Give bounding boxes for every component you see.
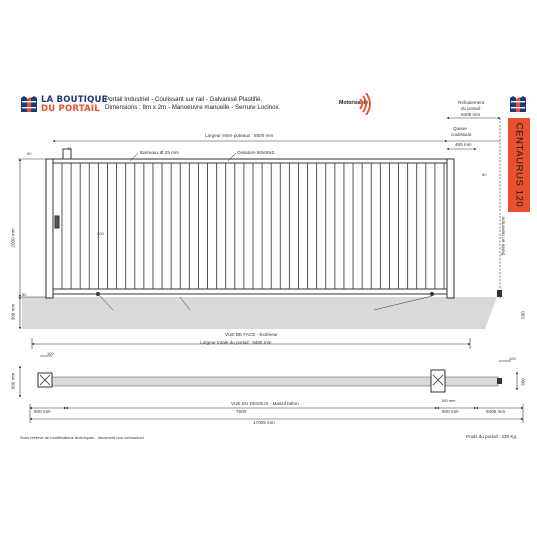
butee-label: Butée en ouverture [500, 216, 506, 256]
ground-band [22, 297, 485, 329]
small-50-label: 50 [22, 292, 27, 297]
disclaimer: Sous réserve de modifications techniques - document non contractuel. [20, 435, 145, 440]
gate-weight: Poids du portail : 230 Kg [466, 434, 517, 439]
top-90-label: 90 [27, 151, 32, 156]
queue-value: 465 mm [455, 142, 472, 147]
seg-500-a: 500 mm [34, 409, 51, 414]
top-dim-150: 150 mm [441, 398, 456, 403]
ossature-label: Ossature 60x60x2 [237, 150, 275, 155]
seg-7600: 7600 [236, 409, 247, 414]
stop-top [497, 378, 502, 384]
title-line-1: Portail Industriel - Coulissant sur rail - Galvanisé Plastifié. [105, 96, 263, 103]
seg-500-b: 500 mm [442, 409, 459, 414]
ground-band-end [485, 297, 497, 329]
title-line-2: Dimensions : 8m x 2m - Manoeuvre manuelle - Serrure Locinox. [105, 104, 281, 111]
motorisable-label: Motorisable [339, 100, 369, 106]
small-60-label: 60 [482, 172, 487, 177]
seg-8405: 8405 mm [486, 409, 506, 414]
top-dim-100-left: 100 [47, 351, 54, 356]
post-dim-label: 300 mm [10, 303, 16, 321]
height-dim-label: 2000 mm [10, 228, 16, 248]
front-view-label: VUE DE FACE - Extérieur [225, 332, 278, 337]
gate-bars [62, 163, 444, 289]
roller-right [430, 292, 434, 296]
largeur-entre-poteaux: Largeur entre poteaux : 8000 mm [205, 133, 274, 138]
stop-block [497, 290, 502, 297]
queue-line-1: Queue [453, 126, 467, 131]
top-dim-100-right: 100 [509, 356, 516, 361]
refoulement-line-2: du portail : [461, 106, 483, 111]
top-view-label: VUE DU DESSUS - Massif béton [231, 401, 299, 406]
right-500-label: 500 [520, 311, 526, 319]
logo-line-2: DU PORTAIL [41, 104, 100, 114]
refoulement-line-1: Refoulement [458, 100, 485, 105]
queue-line-2: coulissant [451, 132, 472, 137]
top-dim-500-left: 500 mm [10, 372, 16, 390]
logo-line-1: LA BOUTIQUE [41, 95, 108, 105]
model-name: CENTAURUS 120 [513, 122, 525, 208]
top-dimensions [20, 356, 523, 423]
top-40-label: 40 [67, 146, 72, 151]
barreaux-label: Barreaux Ø 25 mm [140, 150, 179, 155]
top-dim-300: 300 [520, 378, 526, 386]
beam-top-view [40, 377, 498, 386]
total-17005: 17005 mm [253, 420, 275, 425]
roller-left [96, 292, 100, 296]
small-200-label: 200 [97, 231, 104, 236]
largeur-totale: Largeur totale du portail : 8465 mm [200, 340, 272, 345]
post-right-top [431, 370, 445, 392]
refoulement-value: 8405 mm [461, 112, 481, 117]
